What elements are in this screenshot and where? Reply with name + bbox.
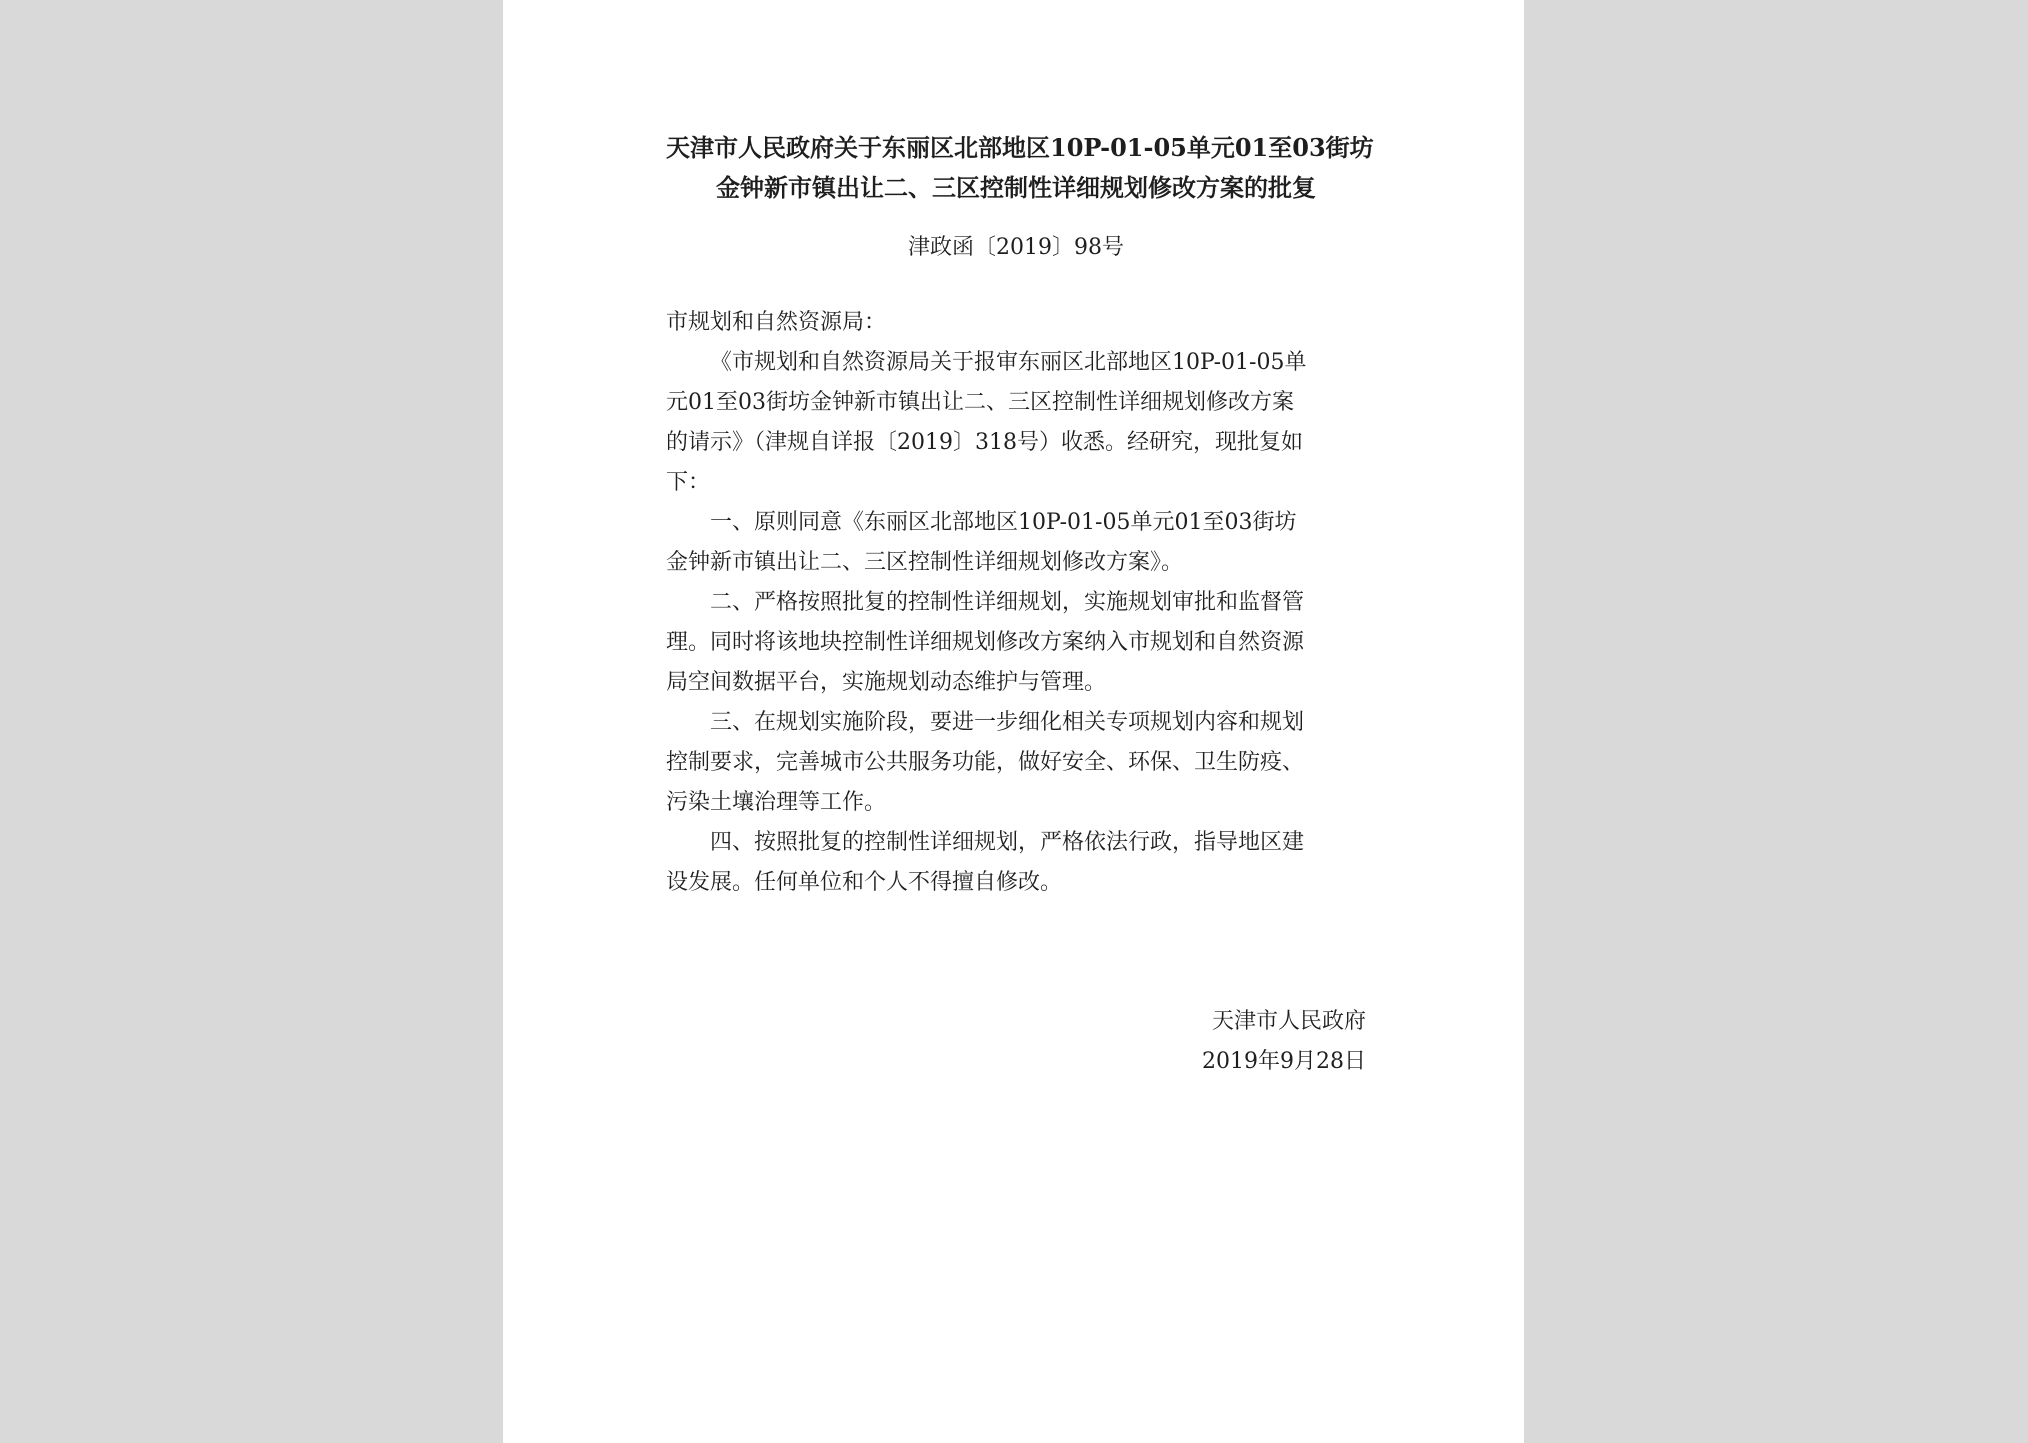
document-title-line-2: 金钟新市镇出让二、三区控制性详细规划修改方案的批复 [716,173,1316,202]
paragraph-line: 二、严格按照批复的控制性详细规划，实施规划审批和监督管 [710,590,1305,615]
signature-block [666,1002,1366,1082]
paragraph-line: 控制要求，完善城市公共服务功能，做好安全、环保、卫生防疫、 [666,750,1305,775]
paragraph-line: 四、按照批复的控制性详细规划，严格依法行政，指导地区建 [710,830,1305,855]
paragraph-4 [666,703,1366,823]
document-number: 津政函〔2019〕98号 [908,235,1124,260]
paragraph-3 [666,583,1366,703]
paragraph-line: 下： [666,470,711,495]
paragraph-line: 一、原则同意《东丽区北部地区10P-01-05单元01至03街坊 [710,510,1297,535]
document-title-line-1: 天津市人民政府关于东丽区北部地区10P-01-05单元01至03街坊 [666,133,1374,162]
paragraph-line: 设发展。任何单位和个人不得擅自修改。 [666,870,1063,895]
paragraph-line: 的请示》（津规自详报〔2019〕318号）收悉。经研究，现批复如 [666,430,1303,455]
document-content [666,128,1374,903]
paragraph-2 [666,503,1366,583]
paragraph-line: 元01至03街坊金钟新市镇出让二、三区控制性详细规划修改方案 [666,390,1294,415]
issue-date: 2019年9月28日 [1202,1049,1366,1074]
addressee: 市规划和自然资源局： [666,310,887,335]
paragraph-line: 污染土壤治理等工作。 [666,790,887,815]
paragraph-line: 三、在规划实施阶段，要进一步细化相关专项规划内容和规划 [710,710,1305,735]
paragraph-line: 金钟新市镇出让二、三区控制性详细规划修改方案》。 [666,550,1184,575]
issuer-name: 天津市人民政府 [1211,1009,1366,1034]
paragraph-5 [666,823,1366,903]
paragraph-line: 理。同时将该地块控制性详细规划修改方案纳入市规划和自然资源 [666,630,1305,655]
paragraph-line: 局空间数据平台，实施规划动态维护与管理。 [666,670,1107,695]
paragraph-1 [666,343,1366,503]
document-page [503,0,1524,1443]
paragraph-line: 《市规划和自然资源局关于报审东丽区北部地区10P-01-05单 [710,350,1307,375]
